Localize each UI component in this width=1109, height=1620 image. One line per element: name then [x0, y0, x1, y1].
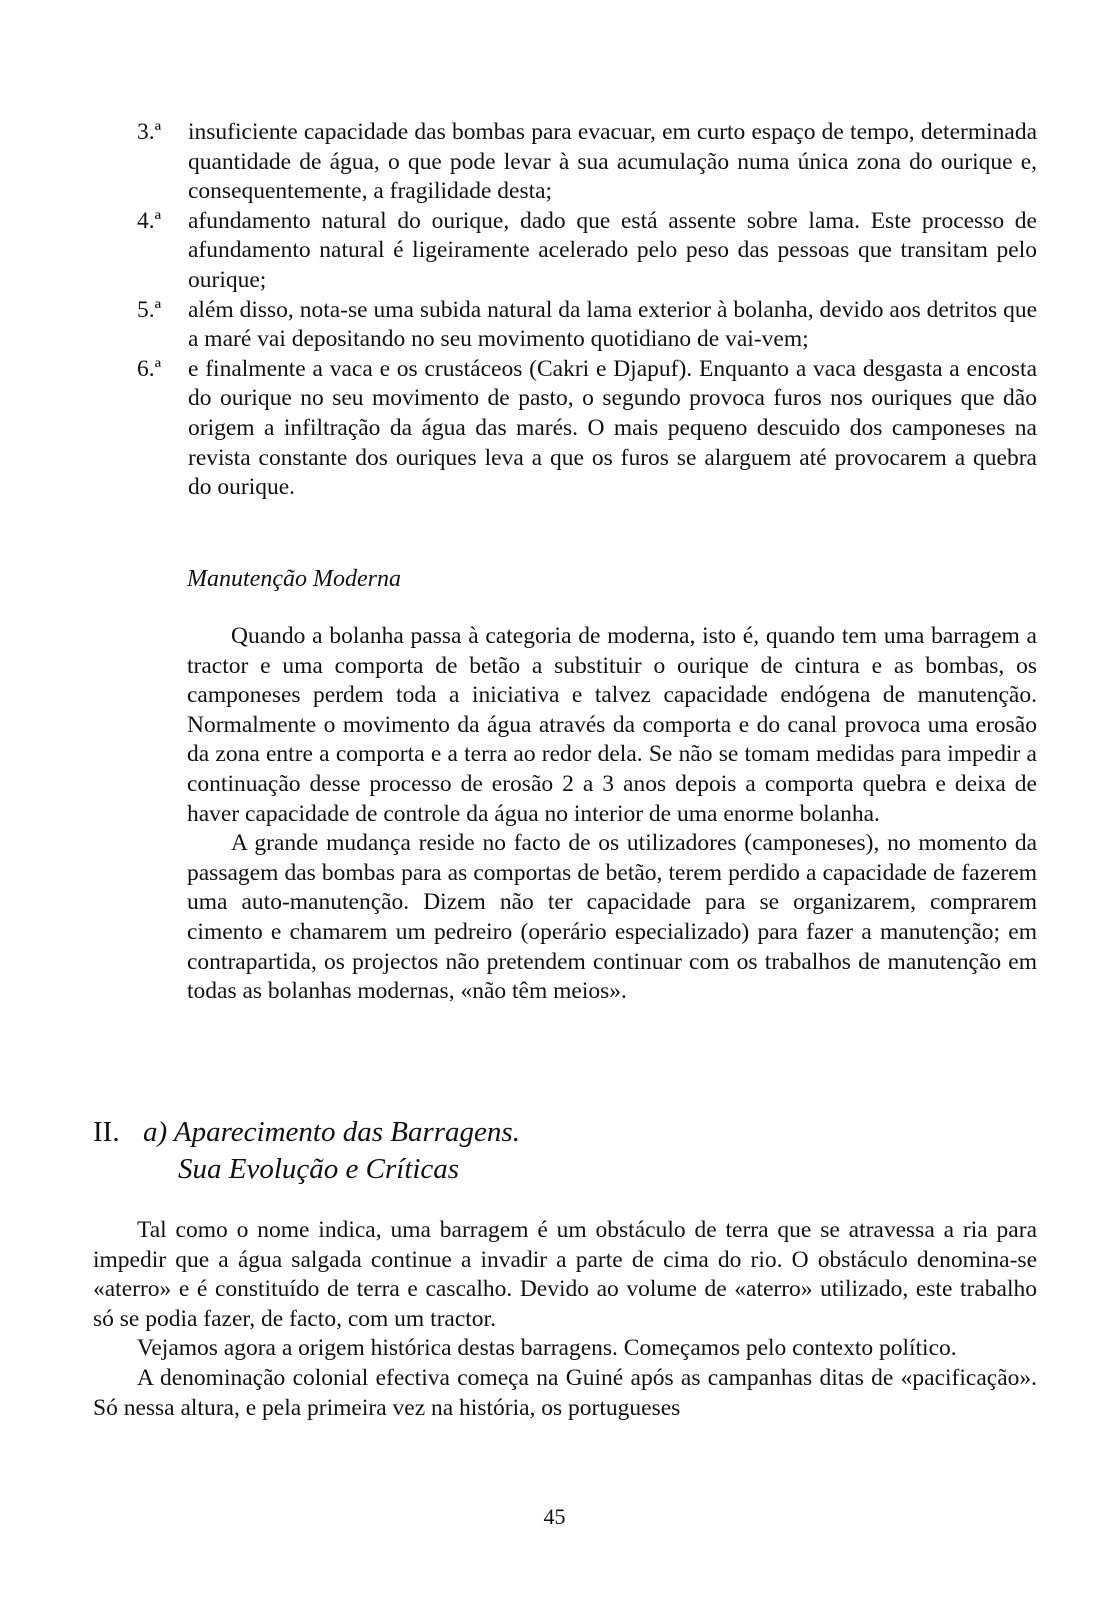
- list-item-number: 5.ª: [137, 296, 162, 323]
- paragraph: Tal como o nome indica, uma barragem é um obstáculo de terra que se atravessa a ria para impedir que a água salgada continue a invadir a parte de cima do rio. O obstáculo denomina-se «aterro» e é constituído de terra e cascalho. Devido ao volume de «aterro» utilizado, este trabalho só se podia fazer, de facto, com um tractor.: [93, 1217, 1037, 1332]
- list-item-text: e finalmente a vaca e os crustáceos (Cakri e Djapuf). Enquanto a vaca desgasta a encosta do ourique no seu movimento de pasto, o segundo provoca furos nos ouriques que dão origem a infiltração da água das marés. O mais pequeno descuido dos camponeses na revista constante dos ouriques leva a que os furos se alarguem até provocarem a quebra do ourique.: [188, 355, 1037, 501]
- list-item: [137, 207, 1037, 296]
- section-title-line1: a) Aparecimento das Barragens.: [143, 1116, 520, 1148]
- list-item-number: 3.ª: [137, 119, 162, 145]
- subheading: Manutenção Moderna: [187, 566, 401, 592]
- page-number: 45: [543, 1504, 566, 1529]
- list-item-text: além disso, nota-se uma subida natural da lama exterior à bolanha, devido aos detritos que a maré vai depositando no seu movimento quotidiano de vai-vem;: [188, 296, 1037, 353]
- paragraph: A grande mudança reside no facto de os utilizadores (camponeses), no momento da passagem das bombas para as comportas de betão, terem perdido a capacidade de fazerem uma auto-manutenção. Dizem não ter capacidade para se organizarem, comprarem cimento e chamarem um pedreiro (operário especializado) para fazer a manutenção; em contrapartida, os projectos não pretendem continuar com os trabalhos de manutenção em todas as bolanhas modernas, «não têm meios».: [187, 830, 1037, 1005]
- section-title-line2: Sua Evolução e Críticas: [178, 1153, 460, 1185]
- list-item-text: insuficiente capacidade das bombas para evacuar, em curto espaço de tempo, determinada quantidade de água, o que pode levar à sua acumulação numa única zona do ourique e, consequentemente, a fragilidade desta;: [188, 119, 1037, 205]
- list-item-text: afundamento natural do ourique, dado que está assente sobre lama. Este processo de afundamento natural é ligeiramente acelerado pelo peso das pessoas que transitam pelo ourique;: [188, 207, 1037, 293]
- list-item-number: 4.ª: [137, 207, 162, 234]
- section-heading: [93, 1114, 520, 1188]
- barragens-section: [93, 1216, 1037, 1423]
- list-item: [137, 296, 1037, 355]
- modern-maintenance-section: [187, 622, 1037, 1007]
- section-number: II.: [93, 1116, 120, 1148]
- list-item-number: 6.ª: [137, 355, 162, 382]
- paragraph: A denominação colonial efectiva começa na Guiné após as campanhas ditas de «pacificação». Só nessa altura, e pela primeira vez na história, os portugueses: [93, 1364, 1037, 1421]
- list-item: [137, 118, 1037, 207]
- paragraph: Vejamos agora a origem histórica destas barragens. Começamos pelo contexto político.: [137, 1335, 957, 1362]
- list-item: [137, 355, 1037, 503]
- numbered-list: [137, 118, 1037, 503]
- paragraph: Quando a bolanha passa à categoria de moderna, isto é, quando tem uma barragem a tractor e uma comporta de betão a substituir o ourique de cintura e as bombas, os camponeses perdem toda a iniciativa e talvez capacidade endógena de manutenção. Normalmente o movimento da água através da comporta e do canal provoca uma erosão da zona entre a comporta e a terra ao redor dela. Se não se tomam medidas para impedir a continuação desse processo de erosão 2 a 3 anos depois a comporta quebra e deixa de haver capacidade de controle da água no interior de uma enorme bolanha.: [187, 623, 1037, 827]
